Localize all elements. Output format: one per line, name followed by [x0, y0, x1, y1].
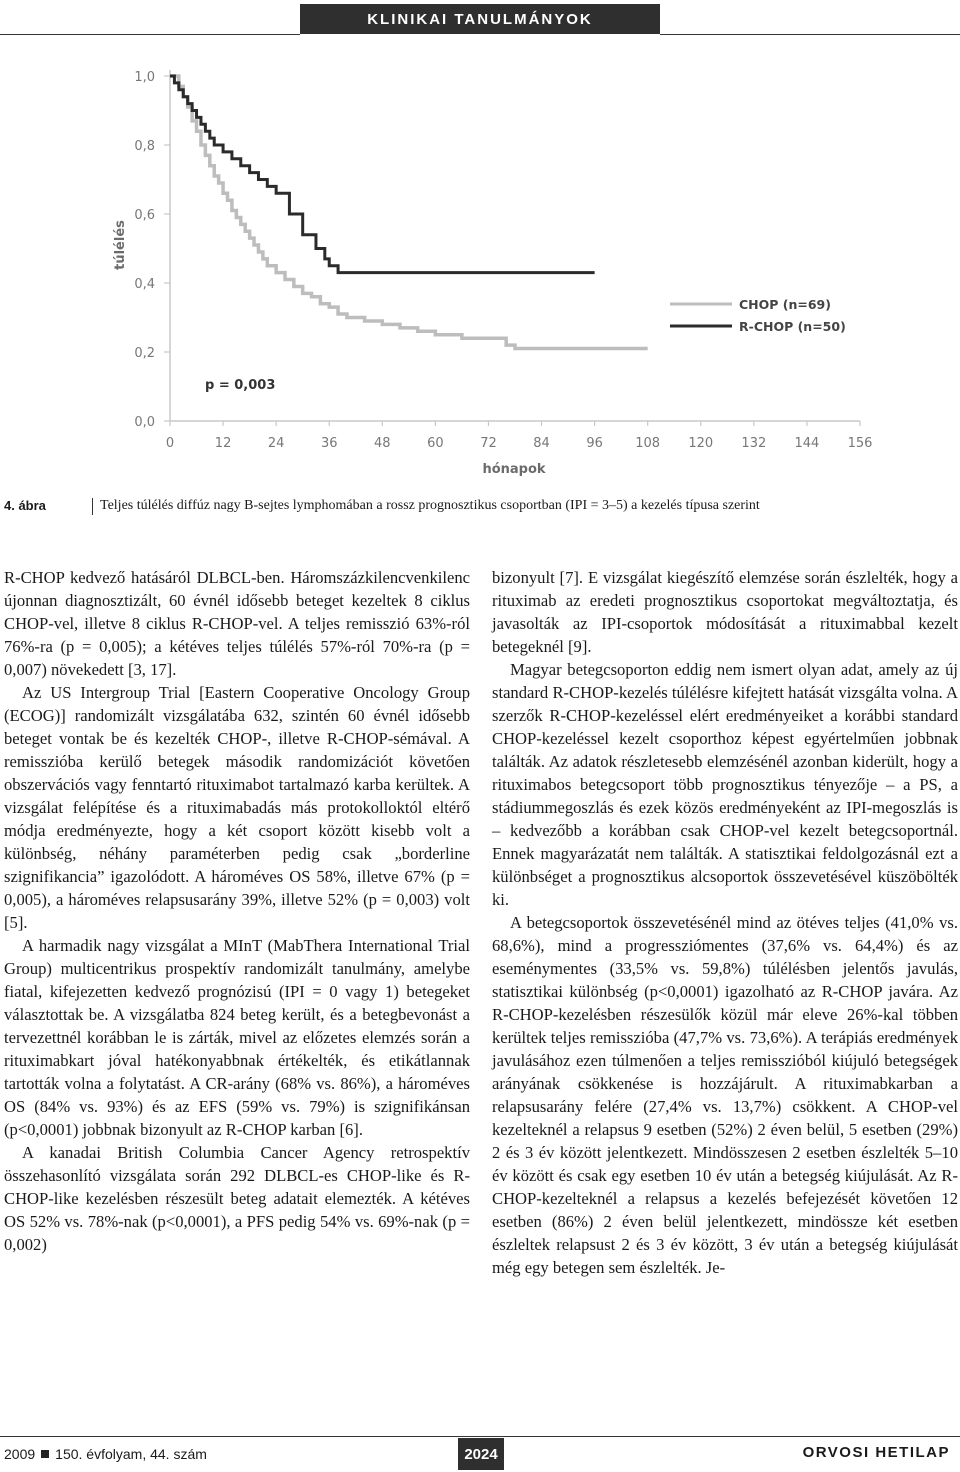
y-tick-label: 0,0 [134, 415, 155, 430]
legend-label: R-CHOP (n=50) [739, 319, 846, 334]
y-tick-label: 0,8 [134, 139, 155, 154]
article-column-right [492, 566, 958, 1279]
x-tick-label: 60 [427, 436, 444, 451]
y-tick-label: 0,4 [134, 277, 155, 292]
header-rule-right [660, 4, 960, 35]
paragraph: A harmadik nagy vizsgálat a MInT (MabThera International Trial Group) multicentrikus prospektív randomizált tanulmány, amelybe fiatal, kifejezetten kedvező prognózisú (IPI = 0 vagy 1) betegeket választottak be. A vizsgálatba 824 beteg került, és a betegbevonást a tervezettnél korábban le is zárták, mivel az előzetes elemzés során a rituximabkart jóval hatékonyabbnak értékelték, és etikátlannak tartották volna a folytatást. A CR-arány (68% vs. 86%), a hároméves OS (84% vs. 93%) és az EFS (59% vs. 79%) is szignifikánsan (p<0,0001) jobbnak bizonyult az R-CHOP karban [6]. [4, 936, 470, 1139]
paragraph: Magyar betegcsoporton eddig nem ismert olyan adat, amely az új standard R-CHOP-kezelés túlélésre kifejtett hatását vizsgálta volna. A szerzők R-CHOP-kezeléssel elért eredményeiket a korábbi standard CHOP-kezeléssel kezelt csoporthoz képest egyértelműen jobbnak találták. Az adatok részletesebb elemzésénél azonban kiderült, hogy a rituximabos betegcsoport több prognosztikus tényezője – a PS, a stádiummegoszlás és ezek közös eredményeként az IPI-megoszlás is – kedvezőbb a korábban csak CHOP-vel kezelt betegcsoportnál. Ennek magyarázatát nem találták. A statisztikai feldolgozásnál ezt a különbséget a prognosztikus alcsoportok összevetésével küszöbölték ki. [492, 660, 958, 909]
chart-legend [670, 297, 846, 334]
section-header: KLINIKAI TANULMÁNYOK [300, 4, 660, 34]
chart-axes [170, 70, 860, 421]
footer-volume: 150. évfolyam, 44. szám [55, 1446, 207, 1462]
x-ticks [166, 421, 873, 451]
figure-caption [0, 496, 960, 518]
page-number: 2024 [458, 1438, 504, 1470]
square-bullet-icon [41, 1450, 49, 1458]
series-line-1 [170, 76, 595, 273]
x-tick-label: 120 [688, 436, 714, 451]
y-axis-label: túlélés [113, 220, 128, 270]
paragraph: Az US Intergroup Trial [Eastern Cooperative Oncology Group (ECOG)] randomizált vizsgálatába 632, szintén 60 évnél idősebb beteget vontak be és kezelték CHOP-, illetve R-CHOP-sémával. A remisszióba kerülő betegek második randomizációt követően obszervációs vagy fenntartó rituximabot tartalmazó karba kerültek. A vizsgálat felépítése és a rituximabadás más protokolloktól eltérő módja eredményezte, hogy a két csoport között kisebb volt a különbség, néhány paraméterben pedig csak „borderline szignifikancia” igazolódott. A hároméves OS 58%, illetve 67% (p = 0,005), a hároméves relapsusarány 39%, illetve 52% (p = 0,003) volt [5]. [4, 683, 470, 932]
p-value-annotation: p = 0,003 [205, 378, 276, 393]
x-tick-label: 132 [741, 436, 767, 451]
series-line-0 [170, 76, 648, 349]
article-column-left [4, 566, 470, 1256]
paragraph: R-CHOP kedvező hatásáról DLBCL-ben. Háromszázkilencvenkilenc újonnan diagnosztizált, 60 évnél idősebb beteget kezeltek 8 ciklus CHOP-vel, illetve 8 ciklus R-CHOP-vel. A teljes remisszió 63%-ról 76%-ra (p = 0,005); a kétéves teljes túlélés 57%-ról 70%-ra (p = 0,007) növekedett [3, 17]. [4, 568, 470, 679]
figure-caption-text: Teljes túlélés diffúz nagy B-sejtes lymphomában a rossz prognosztikus csoportban (IPI = 3–5) a kezelés típusa szerint [100, 498, 760, 513]
caption-divider [92, 498, 93, 515]
x-tick-label: 0 [165, 436, 175, 451]
x-tick-label: 24 [267, 436, 285, 451]
paragraph: A betegcsoportok összevetésénél mind az ötéves teljes (41,0% vs. 68,6%), mind a progressziómentes (37,6% vs. 64,4%) és az eseménymentes (33,5% vs. 59,8%) túlélésben jelentős javulás, statisztikai különbség (p<0,0001) igazolható az R-CHOP javára. Az R-CHOP-kezelésben részesülők közül már eleve 26%-kal többen kerültek teljes remisszióba (47,7% vs. 73,6%). A terápiás eredmények javulásához ezen túlmenően a teljes remisszióból kiújuló betegségek arányának csökkenése is hozzájárult. A rituximabkarban a relapsusarány felére (27,4% vs. 13,7%) csökkent. A CHOP-vel kezelteknél a relapsus 9 esetben (52%) 2 éven belül, 5 esetben (29%) 2 és 3 év között jelentkezett. Mindösszesen 2 esetben észlelték 5–10 év között és csak egy esetben 10 év után a betegség kiújulását. Az R-CHOP-kezelteknél a relapsus a kezelés befejezését követően 12 esetben (86%) 2 éven belül jelentkezett, mindössze két esetben észleltek relapsust 2 és 3 év között, 3 év után a betegség kiújulását még egy betegen sem észlelték. Je- [492, 913, 958, 1277]
survival-chart [100, 50, 873, 490]
x-tick-label: 12 [214, 436, 232, 451]
x-tick-label: 48 [374, 436, 391, 451]
x-tick-label: 156 [847, 436, 873, 451]
series-lines [170, 76, 648, 349]
y-ticks [134, 70, 170, 430]
x-axis-label: hónapok [482, 462, 546, 477]
y-tick-label: 1,0 [134, 70, 155, 85]
header-rule-left [0, 4, 300, 35]
x-tick-label: 96 [586, 436, 603, 451]
y-tick-label: 0,2 [134, 346, 155, 361]
footer-year: 2009 [4, 1446, 36, 1462]
x-tick-label: 108 [635, 436, 661, 451]
footer-rule [0, 1436, 960, 1437]
paragraph: bizonyult [7]. E vizsgálat kiegészítő elemzése során észlelték, hogy a rituximab az eredeti prognosztikus csoportokat megváltoztatja, és javasolták az IPI-csoportok módosítását a rituximabbal kezelt betegeknél [9]. [492, 568, 958, 656]
page-footer [0, 1428, 960, 1470]
x-tick-label: 84 [533, 436, 550, 451]
paragraph: A kanadai British Columbia Cancer Agency retrospektív összehasonlító vizsgálata során 292 DLBCL-es CHOP-like és R-CHOP-like kezelésben részesült beteg adatait elemezték. A kétéves OS 52% vs. 78%-nak (p<0,0001), a PFS pedig 54% vs. 69%-nak (p = 0,002) [4, 1143, 470, 1254]
x-tick-label: 72 [480, 436, 497, 451]
y-tick-label: 0,6 [134, 208, 155, 223]
footer-issue [4, 1446, 207, 1462]
x-tick-label: 36 [320, 436, 338, 451]
x-tick-label: 144 [794, 436, 820, 451]
journal-name: ORVOSI HETILAP [802, 1444, 950, 1461]
figure-number: 4. ábra [4, 498, 46, 513]
legend-label: CHOP (n=69) [739, 297, 831, 312]
